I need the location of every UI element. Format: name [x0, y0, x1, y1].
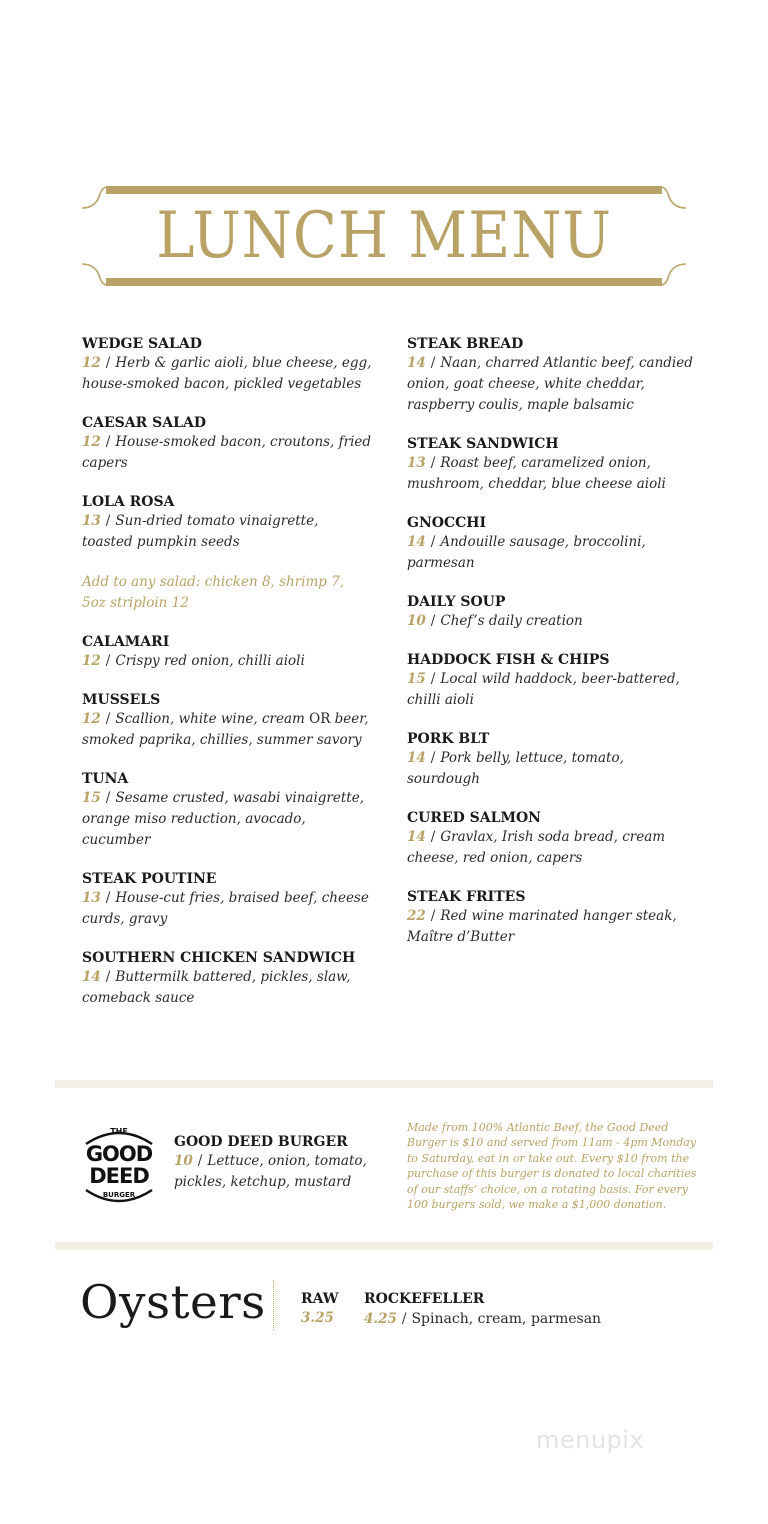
item-name: HADDOCK FISH & CHIPS — [407, 652, 610, 668]
menu-header-banner — [82, 184, 686, 288]
item-details: Spinach, cream, parmesan — [411, 1311, 602, 1327]
item-name: CALAMARI — [82, 634, 170, 650]
item-details: Naan, charred Atlantic beef, candied onion, goat cheese, white cheddar, raspberry coulis, maple balsamic — [407, 355, 693, 413]
item-price: 13 — [82, 890, 101, 906]
menu-item-steak-sandwich — [407, 435, 697, 495]
menu-item-tuna — [82, 770, 372, 851]
item-details: Chef’s daily creation — [440, 613, 583, 629]
item-description: 22 / Red wine marinated hanger steak, Maître d’Butter — [407, 908, 677, 945]
logo-text-burger: BURGER — [102, 1191, 136, 1199]
item-details: Buttermilk battered, pickles, slaw, comeback sauce — [82, 969, 351, 1006]
item-description: 13 / Sun-dried tomato vinaigrette, toasted pumpkin seeds — [82, 513, 319, 550]
item-name: TUNA — [82, 771, 129, 787]
logo-text-good: GOOD — [85, 1142, 153, 1166]
item-details: Sesame crusted, wasabi vinaigrette, orange miso reduction, avocado, cucumber — [82, 790, 364, 848]
item-description: 14 / Buttermilk battered, pickles, slaw, comeback sauce — [82, 969, 351, 1006]
menu-item-lola-rosa — [82, 493, 372, 553]
item-details: House-smoked bacon, croutons, fried capers — [82, 434, 372, 471]
item-name: CURED SALMON — [407, 810, 541, 826]
item-details: Gravlax, Irish soda bread, cream cheese, red onion, capers — [407, 829, 666, 866]
item-price: 15 — [407, 671, 426, 687]
item-details-or: OR — [309, 711, 331, 727]
menu-item-caesar-salad — [82, 414, 372, 474]
item-details: Scallion, white wine, cream — [115, 711, 310, 727]
item-name: ROCKEFELLER — [364, 1291, 485, 1307]
item-price: 14 — [407, 355, 426, 371]
item-price: 22 — [407, 908, 426, 924]
menu-column-left — [82, 335, 372, 1028]
item-name: PORK BLT — [407, 731, 490, 747]
burger-charity-note: Made from 100% Atlantic Beef, the Good Deed Burger is $10 and served from 11am - 4pm Monday to Saturday, eat in or take out. Every $10 from the purchase of this burger is donated to local charities of our staffs’ choice, on a rotating basis. For every 100 burgers sold, we make a $1,000 donation. — [407, 1121, 697, 1212]
menu-item-pork-blt — [407, 730, 697, 790]
salad-addon-note: Add to any salad: chicken 8, shrimp 7, 5oz striploin 12 — [82, 574, 345, 611]
item-name: STEAK FRITES — [407, 889, 526, 905]
item-price: 14 — [407, 534, 426, 550]
item-details: Local wild haddock, beer-battered, chilli aioli — [407, 671, 680, 708]
item-price: 10 — [174, 1153, 193, 1169]
item-description: 15 / Local wild haddock, beer-battered, chilli aioli — [407, 671, 680, 708]
oysters-section-title: Oysters — [80, 1275, 266, 1329]
item-price: 14 — [82, 969, 101, 985]
logo-text-deed: DEED — [89, 1164, 149, 1188]
item-details: Andouille sausage, broccolini, parmesan — [407, 534, 646, 571]
item-name: STEAK POUTINE — [82, 871, 217, 887]
menu-item-gnocchi — [407, 514, 697, 574]
item-name: STEAK BREAD — [407, 336, 524, 352]
item-price: 14 — [407, 750, 426, 766]
item-description — [301, 1308, 339, 1329]
item-description: 12 / Scallion, white wine, cream OR beer, smoked paprika, chillies, summer savory — [82, 711, 369, 748]
item-details: Red wine marinated hanger steak, Maître d’Butter — [407, 908, 677, 945]
item-description: 12 / Herb & garlic aioli, blue cheese, egg, house-smoked bacon, pickled vegetables — [82, 355, 372, 392]
good-deed-burger-logo — [80, 1120, 158, 1206]
item-name: MUSSELS — [82, 692, 161, 708]
item-description: 14 / Gravlax, Irish soda bread, cream cheese, red onion, capers — [407, 829, 666, 866]
item-name: CAESAR SALAD — [82, 415, 206, 431]
item-details: Sun-dried tomato vinaigrette, toasted pumpkin seeds — [82, 513, 319, 550]
item-name: STEAK SANDWICH — [407, 436, 559, 452]
item-name: RAW — [301, 1291, 339, 1307]
item-name: LOLA ROSA — [82, 494, 175, 510]
oysters-divider — [273, 1280, 274, 1330]
menu-item-haddock-fish-chips — [407, 651, 697, 711]
item-price: 12 — [82, 434, 101, 450]
menu-item-steak-bread — [407, 335, 697, 416]
menu-title: LUNCH MENU — [156, 199, 612, 273]
item-details: Pork belly, lettuce, tomato, sourdough — [407, 750, 624, 787]
item-description: 13 / Roast beef, caramelized onion, mushroom, cheddar, blue cheese aioli — [407, 455, 666, 492]
section-divider-bottom — [55, 1242, 713, 1250]
item-description: 15 / Sesame crusted, wasabi vinaigrette, orange miso reduction, avocado, cucumber — [82, 790, 364, 848]
item-price: 12 — [82, 711, 101, 727]
item-price: 4.25 — [364, 1311, 397, 1327]
item-price: 12 — [82, 653, 101, 669]
item-name: GNOCCHI — [407, 515, 487, 531]
item-details: Crispy red onion, chilli aioli — [115, 653, 305, 669]
menu-item-good-deed-burger — [174, 1133, 389, 1193]
item-description: 14 / Naan, charred Atlantic beef, candied onion, goat cheese, white cheddar, raspberry coulis, maple balsamic — [407, 355, 693, 413]
item-price: 12 — [82, 355, 101, 371]
item-price: 13 — [407, 455, 426, 471]
item-price: 3.25 — [301, 1310, 334, 1326]
menupix-watermark: menupix — [536, 1426, 645, 1454]
menu-item-wedge-salad — [82, 335, 372, 395]
item-description: 13 / House-cut fries, braised beef, cheese curds, gravy — [82, 890, 369, 927]
menu-item-oysters-rockefeller — [364, 1290, 601, 1330]
item-description: 4.25 / Spinach, cream, parmesan — [364, 1311, 602, 1327]
item-description: 10 / Lettuce, onion, tomato, pickles, ketchup, mustard — [174, 1153, 367, 1190]
item-name: SOUTHERN CHICKEN SANDWICH — [82, 950, 356, 966]
menu-item-daily-soup — [407, 593, 697, 632]
menu-item-oysters-raw — [301, 1290, 339, 1329]
item-details: Lettuce, onion, tomato, pickles, ketchup, mustard — [174, 1153, 367, 1190]
item-name: WEDGE SALAD — [82, 336, 202, 352]
item-details: House-cut fries, braised beef, cheese curds, gravy — [82, 890, 369, 927]
logo-text-the: THE — [110, 1127, 128, 1136]
menu-item-steak-frites — [407, 888, 697, 948]
item-details: Roast beef, caramelized onion, mushroom, cheddar, blue cheese aioli — [407, 455, 666, 492]
item-details-cont: beer, smoked paprika, chillies, summer savory — [82, 711, 369, 748]
menu-item-cured-salmon — [407, 809, 697, 869]
item-description: 10 / Chef’s daily creation — [407, 613, 583, 629]
menu-item-calamari — [82, 633, 372, 672]
item-name: DAILY SOUP — [407, 594, 506, 610]
menu-column-right — [407, 335, 697, 967]
item-name: GOOD DEED BURGER — [174, 1134, 348, 1150]
item-price: 13 — [82, 513, 101, 529]
item-description: 12 / Crispy red onion, chilli aioli — [82, 653, 305, 669]
item-price: 15 — [82, 790, 101, 806]
item-price: 14 — [407, 829, 426, 845]
item-details: Herb & garlic aioli, blue cheese, egg, house-smoked bacon, pickled vegetables — [82, 355, 372, 392]
item-description: 14 / Andouille sausage, broccolini, parmesan — [407, 534, 646, 571]
menu-item-steak-poutine — [82, 870, 372, 930]
section-divider-top — [55, 1080, 713, 1088]
item-description: 14 / Pork belly, lettuce, tomato, sourdough — [407, 750, 624, 787]
menu-item-southern-chicken-sandwich — [82, 949, 372, 1009]
menu-item-mussels — [82, 691, 372, 751]
item-price: 10 — [407, 613, 426, 629]
item-description: 12 / House-smoked bacon, croutons, fried capers — [82, 434, 372, 471]
